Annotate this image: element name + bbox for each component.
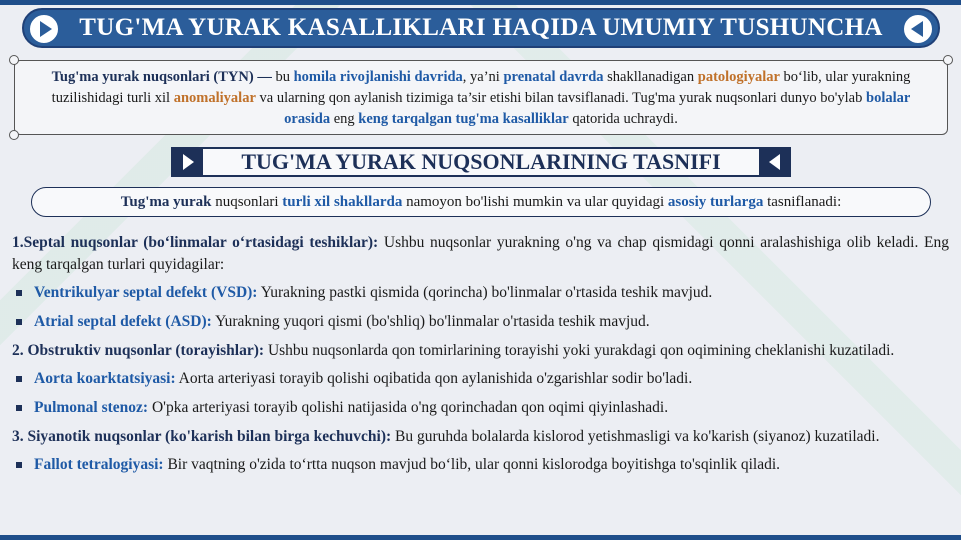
section-heading: 3. Siyanotik nuqsonlar (ko'karish bilan birga kechuvchi): <box>12 428 392 445</box>
bullet-icon <box>16 290 22 296</box>
intro-text-part: qatorida uchraydi. <box>568 111 678 127</box>
next-icon[interactable] <box>173 149 203 175</box>
item-text: Yurakning yuqori qismi (bo'shliq) bo'linmalar o'rtasida teshik mavjud. <box>211 313 650 330</box>
page-title: TUG'MA YURAK KASALLIKLARI HAQIDA UMUMIY TUSHUNCHA <box>79 14 883 41</box>
intro-term: Tug'ma yurak nuqsonlari (TYN) — <box>51 69 272 85</box>
list-item <box>12 282 949 304</box>
section-cyanotic <box>12 426 949 448</box>
pill-highlight: turli xil shakllarda <box>282 193 403 210</box>
intro-text-part: bo‘lib, ular yurakning tuzilishidagi turli xil <box>51 69 911 106</box>
intro-scroll <box>14 60 948 135</box>
intro-highlight: bolalar orasida <box>284 90 911 127</box>
item-heading: Ventrikulyar septal defekt (VSD): <box>34 284 258 301</box>
scroll-curl-icon <box>943 55 953 65</box>
item-text: Aorta arteriyasi torayib qolishi oqibatida qon aylanishida o'zgarishlar sodir bo'ladi. <box>175 370 693 387</box>
pill-text <box>121 194 842 211</box>
list-item <box>12 368 949 390</box>
pill-highlight: asosiy turlarga <box>667 193 764 210</box>
intro-text <box>35 67 927 130</box>
list-item <box>12 311 949 333</box>
item-heading: Pulmonal stenoz: <box>34 399 149 416</box>
list-item <box>12 454 949 476</box>
top-accent-bar <box>0 0 961 5</box>
intro-text-part: shakllanadigan <box>603 69 698 85</box>
intro-text-part: bu <box>271 69 294 85</box>
item-heading: Fallot tetralogiyasi: <box>34 456 164 473</box>
intro-highlight: patologiyalar <box>697 69 780 85</box>
section-text: Ushbu nuqsonlar yurakning o'ng va chap qismidagi qonni aralashishiga olib keladi. Eng keng tarqalgan turlari quyidagilar: <box>12 234 949 273</box>
section-heading: 2. Obstruktiv nuqsonlar (torayishlar): <box>12 342 265 359</box>
bullet-icon <box>16 462 22 468</box>
bullet-icon <box>16 405 22 411</box>
scroll-curl-icon <box>9 130 19 140</box>
intro-highlight: homila rivojlanishi davrida <box>293 69 463 85</box>
intro-highlight: prenatal davrda <box>503 69 604 85</box>
classification-heading <box>171 147 791 177</box>
section-text: Ushbu nuqsonlarda qon tomirlarining torayishi yoki yurakdagi qon oqimining cheklanishi kuzatiladi. <box>264 342 895 359</box>
item-text: Bir vaqtning o'zida to‘rtta nuqson mavjud bo‘lib, ular qonni kislorodga boyitishga to'sqinlik qiladi. <box>163 456 781 473</box>
intro-highlight: anomaliyalar <box>173 90 256 106</box>
item-heading: Aorta koarktatsiyasi: <box>34 370 176 387</box>
classification-intro <box>31 187 931 217</box>
pill-text-part: namoyon bo'lishi mumkin va ular quyidagi <box>402 193 668 210</box>
play-left-icon[interactable] <box>28 13 60 45</box>
item-heading: Atrial septal defekt (ASD): <box>34 313 212 330</box>
section-text: Bu guruhda bolalarda kislorod yetishmasligi va ko'karish (siyanoz) kuzatiladi. <box>391 428 880 445</box>
classification-list <box>12 232 949 483</box>
section-heading: 1.Septal nuqsonlar (bo‘linmalar o‘rtasidagi teshiklar): <box>12 234 379 251</box>
item-text: Yurakning pastki qismida (qorincha) bo'linmalar o'rtasida teshik mavjud. <box>257 284 713 301</box>
list-item <box>12 397 949 419</box>
subtitle-text: TUG'MA YURAK NUQSONLARINING TASNIFI <box>241 149 721 174</box>
bullet-icon <box>16 319 22 325</box>
pill-text-part: tasniflanadi: <box>763 193 842 210</box>
item-text: O'pka arteriyasi torayib qolishi natijasida o'ng qorinchadan qon oqimi qiyinlashadi. <box>148 399 669 416</box>
prev-icon[interactable] <box>759 149 789 175</box>
pill-text-part: nuqsonlari <box>211 193 283 210</box>
scroll-curl-icon <box>9 55 19 65</box>
intro-text-part: eng <box>330 111 359 127</box>
play-right-icon[interactable] <box>902 13 934 45</box>
section-obstructive <box>12 340 949 362</box>
title-banner <box>22 8 940 48</box>
intro-highlight: keng tarqalgan tug'ma kasalliklar <box>358 111 569 127</box>
intro-text-part: va ularning qon aylanish tizimiga ta’sir etishi bilan tavsiflanadi. Tug'ma yurak nuqsonlari dunyo bo'ylab <box>255 90 866 106</box>
bottom-accent-bar <box>0 535 961 540</box>
bullet-icon <box>16 376 22 382</box>
intro-text-part: , ya’ni <box>462 69 504 85</box>
pill-term: Tug'ma yurak <box>120 193 212 210</box>
section-septal <box>12 232 949 276</box>
